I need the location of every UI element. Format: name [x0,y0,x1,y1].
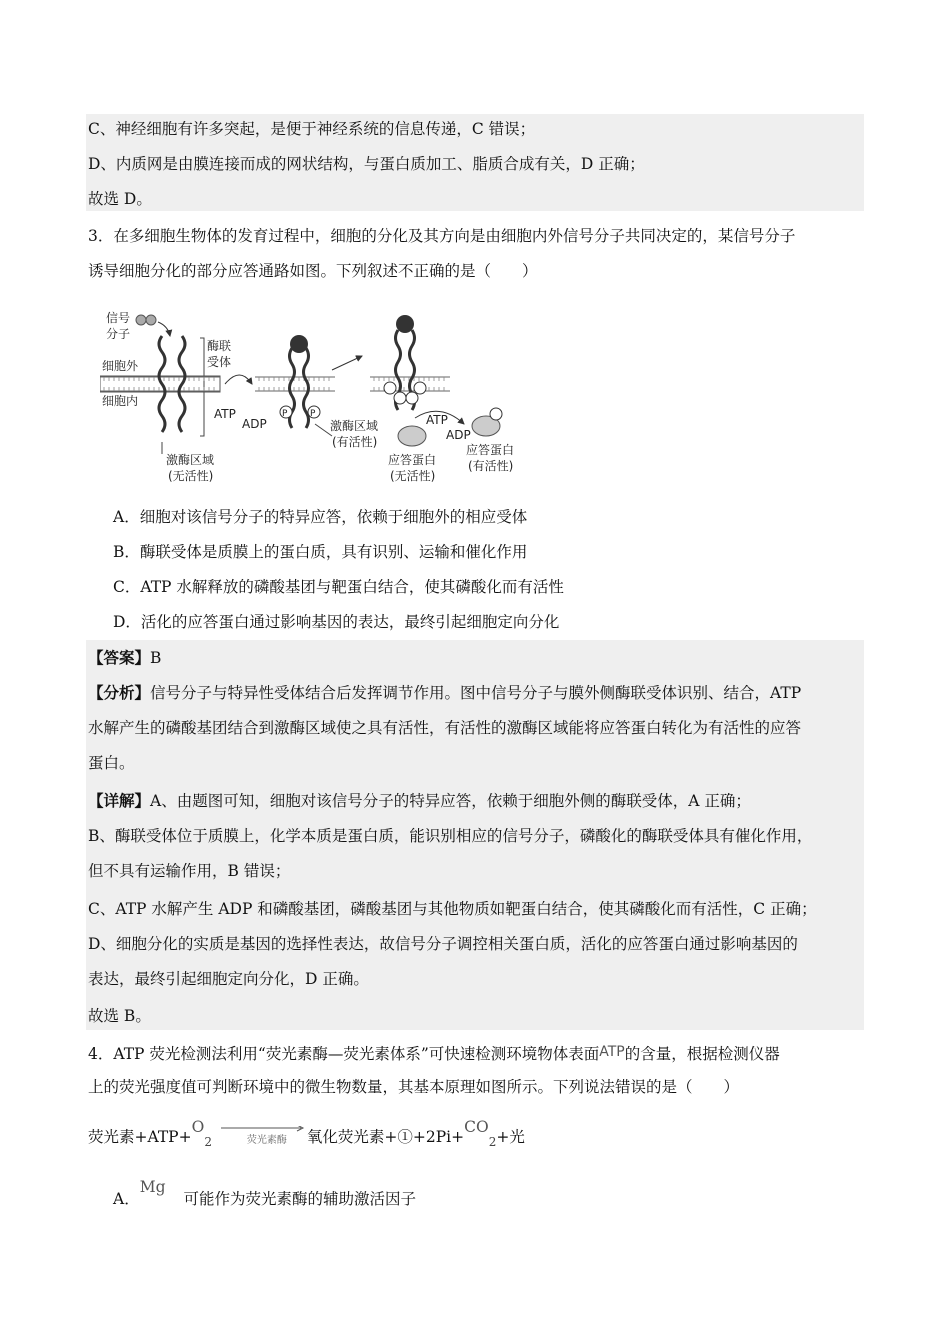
analysis-label: 【分析】 [88,683,151,702]
q3-answer [88,647,161,669]
q3-detail-b-line1: B、酶联受体位于质膜上，化学本质是蛋白质，能识别相应的信号分子，磷酸化的酶联受体具有催化作用， [88,827,813,845]
q4-stem-line1: 4．ATP 荧光检测法利用“荧光素酶—荧光素体系”可快速检测环境物体表面ATP的含量，根据检测仪器 [88,1044,780,1063]
kinase-inactive-label-1: 激酶区域 [166,453,215,467]
kinase-active-label-2: (有活性) [332,435,378,449]
q3-option-a: A．细胞对该信号分子的特异应答，依赖于细胞外的相应受体 [113,508,528,526]
q3-detail-d-line2: 表达，最终引起细胞定向分化，D 正确。 [88,970,369,988]
prev-analysis-d: D、内质网是由膜连接而成的网状结构，与蛋白质加工、脂质合成有关，D 正确； [88,155,645,173]
inside-cell-label: 细胞内 [102,394,139,408]
outside-cell-label: 细胞外 [102,359,139,373]
q3-analysis-line2: 水解产生的磷酸基团结合到激酶区域使之具有活性，有活性的激酶区域能将应答蛋白转化为有活性的应答 [88,719,802,737]
answer-label: 【答案】 [88,648,151,667]
q3-detail-c: C、ATP 水解产生 ADP 和磷酸基团，磷酸基团与其他物质如靶蛋白结合，使其磷酸化而有活性，C 正确； [88,900,817,918]
resp-inactive-label-1: 应答蛋白 [388,453,437,467]
q3-stem-line1: 3．在多细胞生物体的发育过程中，细胞的分化及其方向是由细胞内外信号分子共同决定的，某信号分子 [88,227,796,245]
prev-analysis-choose: 故选 D。 [88,190,152,208]
prev-analysis-c: C、神经细胞有许多突起，是便于神经系统的信息传递，C 错误； [88,120,536,138]
resp-active-label-2: (有活性) [468,459,514,473]
atp-label-2: ATP [426,413,448,427]
receptor-label-2: 受体 [207,355,232,369]
signal-label-1: 信号 [106,311,131,325]
q4-equation: 荧光素$+ATP+O_2$ 荧光素酶 氧化荧光素$+①+2Pi+CO_2+$光 [88,1118,525,1150]
q3-stem-line2: 诱导细胞分化的部分应答通路如图。下列叙述不正确的是（ ） [88,262,538,280]
q3-detail-d-line1: D、细胞分化的实质是基因的选择性表达，故信号分子调控相关蛋白质，活化的应答蛋白通过影响基因的 [88,935,798,953]
q3-analysis-line1: 【分析】信号分子与特异性受体结合后发挥调节作用。图中信号分子与膜外侧酶联受体识别、结合，ATP [88,683,802,702]
q3-option-c: C．ATP 水解释放的磷酸基团与靶蛋白结合，使其磷酸化而有活性 [113,578,564,596]
signal-pathway-diagram [100,306,530,496]
adp-label-1: ADP [242,417,267,431]
adp-label-2: ADP [446,428,471,442]
q4-option-a: A．Mg可能作为荧光素酶的辅助激活因子 [113,1178,417,1208]
q3-choose: 故选 B。 [88,1007,151,1025]
atp-label-1: ATP [214,407,236,421]
kinase-active-label-1: 激酶区域 [330,419,379,433]
q3-option-b: B．酶联受体是质膜上的蛋白质，具有识别、运输和催化作用 [113,543,528,561]
receptor-label-1: 酶联 [207,339,232,353]
signal-molecule-icon [136,315,146,325]
resp-inactive-label-2: (无活性) [390,469,436,483]
enzyme-arrow: 荧光素酶 [217,1126,307,1148]
phosphate-label-1: P [282,409,288,419]
response-protein-inactive-icon [398,426,426,446]
q3-analysis-line3: 蛋白。 [88,754,135,772]
receptor-inactive [159,336,185,432]
signal-label-2: 分子 [106,327,131,341]
detail-label: 【详解】 [88,791,151,810]
resp-active-label-1: 应答蛋白 [466,443,515,457]
kinase-inactive-label-2: (无活性) [168,469,214,483]
q3-option-d: D．活化的应答蛋白通过影响基因的表达，最终引起细胞定向分化 [113,613,560,631]
q3-detail-a: 【详解】A、由题图可知，细胞对该信号分子的特异应答，依赖于细胞外侧的酶联受体，A 正确； [88,791,751,810]
q3-detail-b-line2: 但不具有运输作用，B 错误； [88,862,291,880]
phosphate-label-2: P [310,409,316,419]
q4-stem-line2: 上的荧光强度值可判断环境中的微生物数量，其基本原理如图所示。下列说法错误的是（ ） [88,1078,740,1096]
answer-value: B [150,649,162,667]
